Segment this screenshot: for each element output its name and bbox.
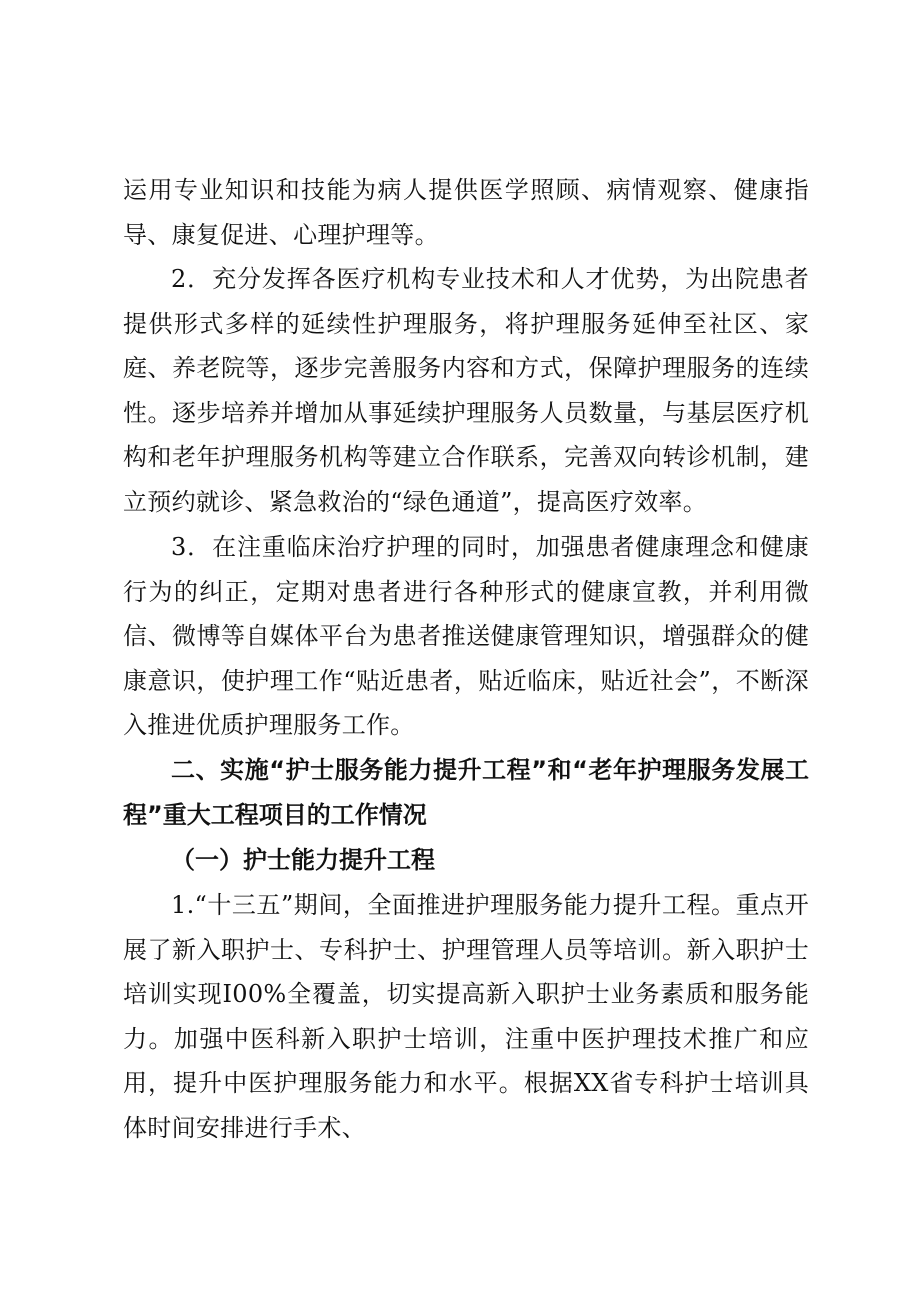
paragraph-item-2: 2．充分发挥各医疗机构专业技术和人才优势，为出院患者提供形式多样的延续性护理服务，将护理服务延伸至社区、家庭、养老院等，逐步完善服务内容和方式，保障护理服务的连续性。逐步培养并增加从事延续护理服务人员数量，与基层医疗机构和老年护理服务机构等建立合作联系，完善双向转诊机制，建立预约就诊、紧急救治的“绿色通道”，提高医疗效率。 <box>123 265 809 516</box>
paragraph-sub1-item-1: 1.“十三五”期间，全面推进护理服务能力提升工程。重点开展了新入职护士、专科护士、护理管理人员等培训。新入职护士培训实现I00%全覆盖，切实提高新入职护士业务素质和服务能力。加强中医科新入职护士培训，注重中医护理技术推广和应用，提升中医护理服务能力和水平。根据XX省专科护士培训具体时间安排进行手术、 <box>123 891 809 1142</box>
paragraph-item-3: 3．在注重临床治疗护理的同时，加强患者健康理念和健康行为的纠正，定期对患者进行各种形式的健康宣教，并利用微信、微博等自媒体平台为患者推送健康管理知识，增强群众的健康意识，使护理工作“贴近患者，贴近临床，贴近社会”，不断深入推进优质护理服务工作。 <box>123 533 809 739</box>
paragraph-continuation: 运用专业知识和技能为病人提供医学照顾、病情观察、健康指导、康复促进、心理护理等。 <box>123 176 809 249</box>
subsection-heading-1: （一）护士能力提升工程 <box>171 845 435 874</box>
section-heading-2: 二、实施“护士服务能力提升工程”和“老年护理服务发展工程”重大工程项目的工作情况 <box>123 756 809 829</box>
